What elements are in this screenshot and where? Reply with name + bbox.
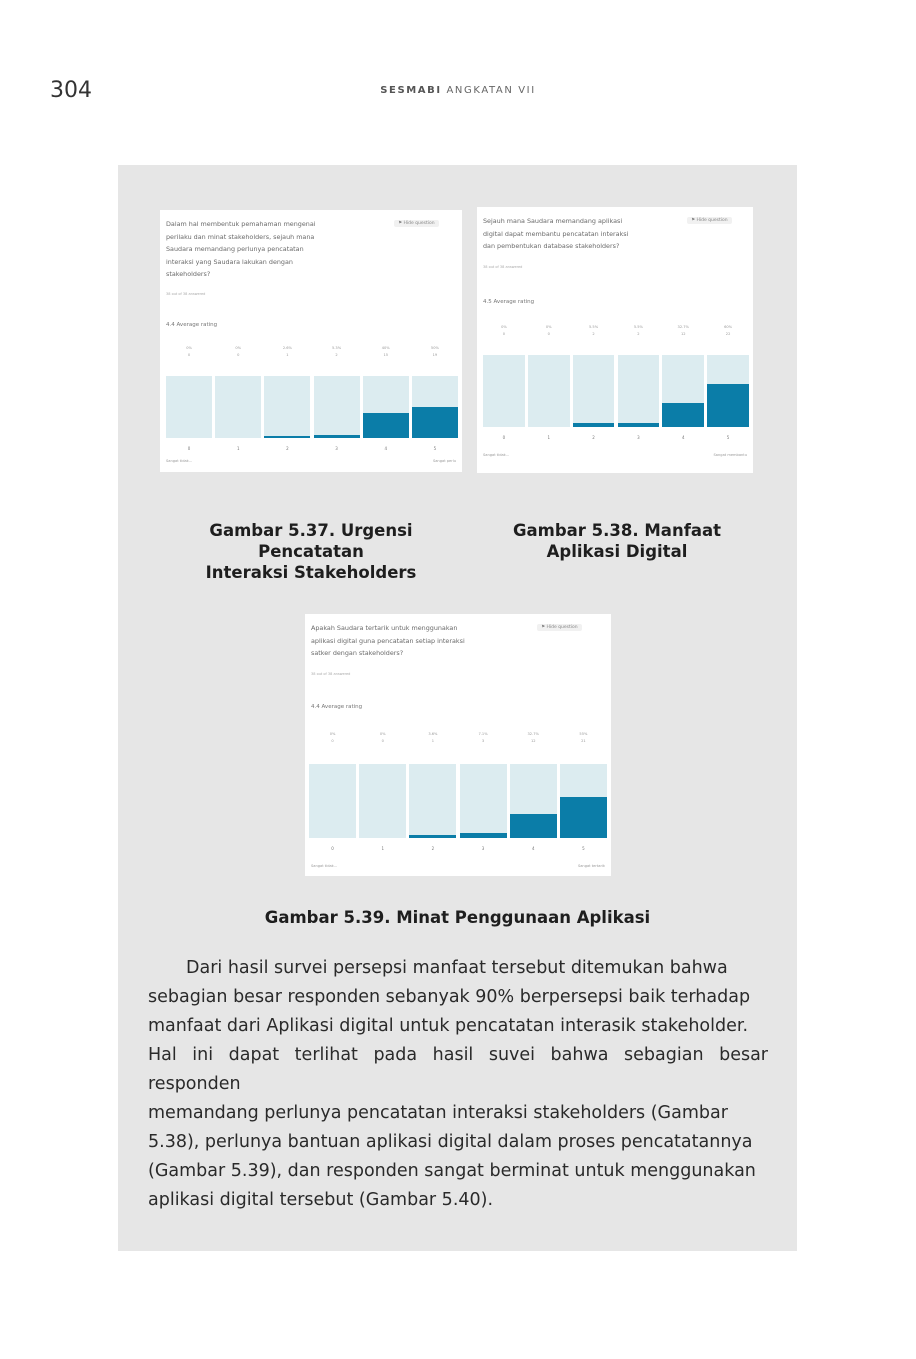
survey-question [483, 215, 628, 253]
bar-track [560, 764, 607, 838]
figure-caption [477, 520, 757, 562]
survey-chart-minat [305, 614, 611, 876]
x-tick-label: 3 [335, 446, 338, 451]
bar-column [528, 325, 570, 447]
bar-column [618, 325, 660, 447]
bar-count-label: 2 [335, 353, 338, 357]
bar-column [166, 346, 212, 458]
x-tick-label: 2 [286, 446, 289, 451]
bar-track [510, 764, 557, 838]
x-tick-label: 0 [331, 846, 334, 851]
average-rating: 4.4 Average rating [311, 704, 363, 710]
hide-question-label: Hide question [403, 221, 435, 226]
bar-percent-label: 0% [545, 325, 552, 329]
body-line: aplikasi digital tersebut (Gambar 5.40). [148, 1190, 494, 1210]
average-rating: 4.5 Average rating [483, 299, 535, 305]
running-header-rest: ANGKATAN VII [441, 85, 536, 96]
scale-high-label: Sangat perlu [432, 459, 456, 463]
hide-question-button[interactable] [537, 624, 582, 631]
bar [460, 833, 507, 838]
body-paragraph [148, 954, 768, 1215]
caption-line: Gambar 5.38. Manfaat [512, 521, 722, 540]
x-tick-label: 3 [481, 846, 485, 851]
bar-track [528, 355, 570, 427]
scale-low-label: Sangat tidak... [166, 459, 193, 463]
bar-track [314, 376, 360, 438]
bar [510, 814, 557, 838]
hide-question-label: Hide question [696, 218, 728, 223]
scale-low-label: Sangat tidak... [483, 453, 510, 457]
question-line: Dalam hal membentuk pemahaman mengenai [166, 220, 316, 228]
survey-question [166, 218, 316, 281]
bar-count-label: 3 [481, 739, 485, 743]
bar-column [510, 732, 557, 858]
bar-track [573, 355, 615, 427]
bar-column [264, 346, 310, 458]
x-tick-label: 2 [592, 435, 595, 440]
question-line: Saudara memandang perlunya pencatatan [166, 245, 304, 253]
bar-count-label: 15 [383, 353, 389, 357]
x-tick-label: 5 [582, 846, 585, 851]
caption-line: Gambar 5.39. Minat Penggunaan Aplikasi [264, 908, 651, 927]
x-tick-label: 3 [637, 435, 640, 440]
survey-chart-urgensi [160, 210, 462, 472]
average-rating: 4.4 Average rating [166, 322, 218, 328]
hide-question-button[interactable] [394, 220, 439, 227]
bar-track [707, 355, 749, 427]
x-tick-label: 0 [187, 446, 191, 451]
figure-caption [160, 520, 462, 583]
x-tick-label: 5 [726, 435, 730, 440]
caption-line: Gambar 5.37. Urgensi Pencatatan [209, 521, 413, 561]
pin-icon: ⚑ [398, 221, 403, 226]
bar-column [560, 732, 607, 858]
bar-column [573, 325, 615, 447]
question-line: Apakah Saudara tertarik untuk menggunakan [311, 624, 458, 632]
bar-percent-label: 5.5% [633, 325, 643, 329]
hide-question-button[interactable] [687, 217, 732, 224]
pin-icon: ⚑ [691, 218, 696, 223]
bar-track [363, 376, 409, 438]
bar [707, 384, 749, 427]
bar [618, 423, 660, 427]
bar-percent-label: 40% [381, 346, 390, 350]
scale-high-label: Sangat tertarik [577, 864, 605, 868]
bar-column [215, 346, 261, 458]
question-line: interaksi yang Saudara lakukan dengan [166, 257, 293, 266]
bar-count-label: 0 [237, 353, 240, 357]
bar [573, 423, 615, 427]
pin-icon: ⚑ [541, 625, 546, 630]
body-line: memandang perlunya pencatatan interaksi stakeholders (Gambar [148, 1103, 728, 1123]
bar [662, 403, 704, 427]
responses-count: 38 out of 38 answered [166, 292, 206, 296]
bar-column [707, 325, 749, 447]
bar-percent-label: 0% [379, 732, 386, 736]
bar [264, 436, 310, 438]
bar-count-label: 12 [680, 332, 686, 336]
x-tick-label: 4 [384, 446, 387, 451]
question-line: stakeholders? [166, 270, 211, 278]
caption-line: Interaksi Stakeholders [205, 563, 417, 582]
bar-column [460, 732, 507, 858]
running-header [0, 85, 916, 96]
bar-count-label: 1 [431, 739, 435, 743]
figure-caption [118, 907, 797, 928]
bar-count-label: 0 [381, 739, 384, 743]
running-header-bold: SESMABI [380, 85, 442, 96]
survey-question [311, 622, 465, 660]
bar-track [309, 764, 356, 838]
bar-column [409, 732, 456, 858]
bar-track [359, 764, 406, 838]
bar-column [363, 346, 409, 458]
bar [363, 413, 409, 438]
scale-low-label: Sangat tidak... [311, 864, 338, 868]
x-tick-label: 4 [681, 435, 685, 440]
bar-count-label: 2 [637, 332, 640, 336]
body-line: Dari hasil survei persepsi manfaat tersebut ditemukan bahwa [186, 958, 728, 978]
bar-track [166, 376, 212, 438]
bar-percent-label: 0% [186, 346, 192, 350]
bar-count-label: 22 [725, 332, 731, 336]
question-line: perilaku dan minat stakeholders, sejauh mana [166, 232, 315, 241]
bar-count-label: 2 [592, 332, 595, 336]
body-line: 5.38), perlunya bantuan aplikasi digital dalam proses pencatatannya [148, 1132, 753, 1152]
bar [409, 835, 456, 838]
bar-percent-label: 5.3% [332, 346, 342, 350]
x-tick-label: 1 [236, 446, 240, 451]
bar-count-label: 19 [432, 353, 438, 357]
bar-track [460, 764, 507, 838]
bar-track [618, 355, 660, 427]
bar-column [314, 346, 360, 458]
bar-percent-label: 60% [724, 325, 733, 329]
question-line: Sejauh mana Saudara memandang aplikasi [483, 217, 623, 225]
question-line: digital dapat membantu pencatatan interaksi [483, 229, 629, 238]
x-tick-label: 2 [431, 846, 435, 851]
bar-track [264, 376, 310, 438]
bar-percent-label: 2.6% [282, 346, 292, 350]
bar-percent-label: 32.7% [527, 732, 539, 736]
page-number: 304 [50, 78, 92, 103]
survey-chart-manfaat [477, 207, 753, 473]
bar-percent-label: 55% [579, 732, 588, 736]
bar-percent-label: 3.6% [428, 732, 438, 736]
x-tick-label: 1 [381, 846, 384, 851]
bar-column [412, 346, 458, 458]
bar-column [309, 732, 356, 858]
bar-count-label: 0 [502, 332, 506, 336]
bar [560, 797, 607, 838]
x-tick-label: 4 [531, 846, 535, 851]
bar-track [662, 355, 704, 427]
bar-percent-label: 7.1% [478, 732, 488, 736]
question-line: aplikasi digital guna pencatatan setiap interaksi [311, 636, 465, 645]
bar-count-label: 0 [187, 353, 191, 357]
bar-percent-label: 5.5% [589, 325, 599, 329]
bar-count-label: 0 [331, 739, 334, 743]
bar-percent-label: 32.7% [677, 325, 689, 329]
x-tick-label: 5 [433, 446, 437, 451]
bar-percent-label: 50% [430, 346, 439, 350]
question-line: satker dengan stakeholders? [311, 649, 404, 657]
body-line: Hal ini dapat terlihat pada hasil suvei bahwa sebagian besar responden [148, 1045, 768, 1094]
hide-question-label: Hide question [546, 625, 578, 630]
responses-count: 38 out of 38 answered [311, 672, 351, 676]
body-line: sebagian besar responden sebanyak 90% berpersepsi baik terhadap [148, 987, 751, 1007]
bar-count-label: 1 [286, 353, 289, 357]
bar-column [483, 325, 525, 447]
bar-track [412, 376, 458, 438]
bar-column [359, 732, 406, 858]
x-tick-label: 1 [547, 435, 551, 440]
bar-percent-label: 0% [235, 346, 242, 350]
bar-count-label: 12 [530, 739, 536, 743]
body-line: (Gambar 5.39), dan responden sangat berminat untuk menggunakan [148, 1161, 756, 1181]
bar-percent-label: 0% [501, 325, 507, 329]
bar-percent-label: 0% [329, 732, 336, 736]
scale-high-label: Sangat membantu [713, 453, 747, 457]
bar-count-label: 21 [581, 739, 586, 743]
bar-track [409, 764, 456, 838]
x-tick-label: 0 [502, 435, 506, 440]
bar [314, 435, 360, 438]
bar [412, 407, 458, 438]
body-line: manfaat dari Aplikasi digital untuk pencatatan interasik stakeholder. [148, 1016, 749, 1036]
bar-track [215, 376, 261, 438]
responses-count: 38 out of 38 answered [483, 265, 523, 269]
caption-line: Aplikasi Digital [546, 542, 688, 561]
bar-count-label: 0 [547, 332, 550, 336]
bar-track [483, 355, 525, 427]
question-line: dan pembentukan database stakeholders? [483, 242, 620, 250]
bar-column [662, 325, 704, 447]
